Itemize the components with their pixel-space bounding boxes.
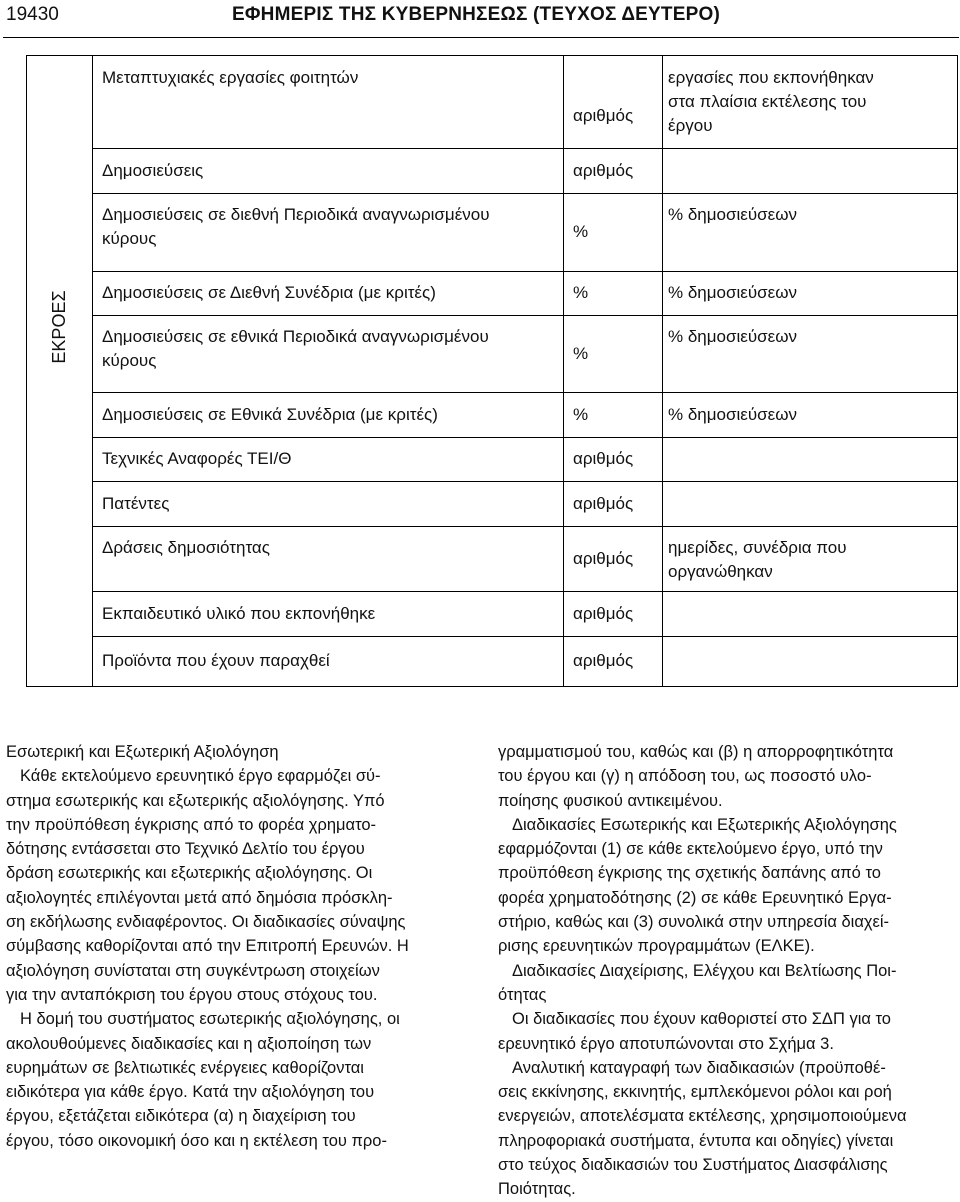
row-divider bbox=[92, 526, 958, 527]
text-line: αξιολόγηση συνίσταται στη συγκέντρωση στοιχείων bbox=[6, 961, 380, 980]
text-line: Κάθε εκτελούμενο ερευνητικό έργο εφαρμόζει σύ- bbox=[20, 767, 381, 786]
row-divider bbox=[92, 193, 958, 194]
row-divider bbox=[92, 437, 958, 438]
text-line: πληροφοριακά συστήματα, έντυπα και οδηγίες) γίνεται bbox=[498, 1131, 894, 1150]
row-divider bbox=[92, 636, 958, 637]
text-line: ερευνητικό έργο αποτυπώνονται στο Σχήμα 3. bbox=[498, 1034, 834, 1053]
row-item-label: Εκπαιδευτικό υλικό που εκπονήθηκε bbox=[102, 603, 376, 623]
row-divider bbox=[92, 392, 958, 393]
body-column-right bbox=[498, 740, 940, 1202]
text-line: ειδικότερα για κάθε έργο. Κατά την αξιολόγηση του bbox=[6, 1083, 375, 1102]
text-line: ποίησης φυσικού αντικειμένου. bbox=[498, 791, 723, 810]
row-unit: αριθμός bbox=[573, 160, 634, 180]
row-divider bbox=[92, 315, 958, 316]
row-item-label: Προϊόντα που έχουν παραχθεί bbox=[102, 651, 330, 670]
row-divider bbox=[92, 481, 958, 482]
page-header bbox=[0, 0, 960, 32]
text-line: ότητας bbox=[498, 985, 547, 1004]
text-line: δότησης εντάσσεται στο Τεχνικό Δελτίο του έργου bbox=[6, 840, 365, 859]
row-item-label: Δημοσιεύσεις σε εθνικά Περιοδικά αναγνωρισμένου κύρους bbox=[102, 327, 489, 370]
text-line: ευρημάτων σε βελτιωτικές ενέργειες καθορίζονται bbox=[6, 1058, 364, 1077]
text-line: Οι διαδικασίες που έχουν καθοριστεί στο ΣΔΠ για το bbox=[512, 1010, 891, 1029]
row-item-label: Δημοσιεύσεις σε Εθνικά Συνέδρια (με κριτές) bbox=[102, 404, 438, 424]
row-note: % δημοσιεύσεων bbox=[668, 404, 797, 424]
text-line: στημα εσωτερικής και εξωτερικής αξιολόγησης. Υπό bbox=[6, 791, 385, 810]
text-line: στο τεύχος διαδικασιών του Συστήματος Διασφάλισης bbox=[498, 1156, 888, 1175]
text-line: Διαδικασίες Εσωτερικής και Εξωτερικής Αξιολόγησης bbox=[512, 815, 897, 834]
text-line: γραμματισμού του, καθώς και (β) η απορροφητικότητα bbox=[498, 743, 894, 761]
text-line: σεις εκκίνησης, εκκινητής, εμπλεκόμενοι ρόλοι και ροή bbox=[498, 1083, 892, 1102]
row-unit: αριθμός bbox=[573, 603, 634, 623]
text-line: έργου, τόσο οικονομική όσο και η εκτέλεση του προ- bbox=[6, 1131, 387, 1150]
row-note: εργασίες που εκπονήθηκαν στα πλαίσια εκτέλεσης του έργου bbox=[668, 68, 874, 135]
body-column-left bbox=[6, 740, 448, 1153]
text-line: σύμβασης καθορίζονται από την Επιτροπή Ερευνών. Η bbox=[6, 937, 409, 956]
text-line: Εσωτερική και Εξωτερική Αξιολόγηση bbox=[6, 743, 279, 761]
row-note: % δημοσιεύσεων bbox=[668, 283, 797, 302]
row-note: ημερίδες, συνέδρια που οργανώθηκαν bbox=[668, 538, 847, 581]
row-item-label: Δράσεις δημοσιότητας bbox=[102, 538, 270, 557]
row-unit: % bbox=[573, 222, 589, 241]
text-line: Ποιότητας. bbox=[498, 1180, 576, 1199]
outputs-table bbox=[26, 55, 958, 687]
row-unit: % bbox=[573, 404, 589, 424]
text-line: ενεργειών, αποτελέσματα εκτέλεσης, χρησιμοποιούμενα bbox=[498, 1107, 907, 1126]
side-label: ΕΚΡΟΕΣ bbox=[49, 290, 69, 364]
row-divider bbox=[92, 271, 958, 272]
header-rule bbox=[3, 37, 959, 38]
row-unit: αριθμός bbox=[573, 449, 634, 468]
text-line: Διαδικασίες Διαχείρισης, Ελέγχου και Βελτίωσης Ποι- bbox=[512, 961, 897, 980]
text-line: ακολουθούμενες διαδικασίες και η αξιοποίηση των bbox=[6, 1034, 372, 1053]
text-line: Η δομή του συστήματος εσωτερικής αξιολόγησης, οι bbox=[20, 1010, 400, 1029]
row-item-label: Δημοσιεύσεις σε διεθνή Περιοδικά αναγνωρισμένου κύρους bbox=[102, 205, 490, 248]
row-unit: % bbox=[573, 283, 589, 302]
text-line: ση εκδήλωσης ενδιαφέροντος. Οι διαδικασίες σύναψης bbox=[6, 913, 406, 932]
row-item-label: Δημοσιεύσεις σε Διεθνή Συνέδρια (με κριτές) bbox=[102, 283, 436, 302]
page-number: 19430 bbox=[6, 4, 59, 25]
row-unit: % bbox=[573, 343, 589, 363]
text-line: ρισης ερευνητικών προγραμμάτων (ΕΛΚΕ). bbox=[498, 937, 815, 956]
text-line: προϋπόθεση έγκρισης της σχετικής δαπάνης από το bbox=[498, 864, 881, 883]
text-line: του έργου και (γ) η απόδοση του, ως ποσοστό υλο- bbox=[498, 767, 872, 786]
text-line: στήριο, καθώς και (3) συνολικά στην υπηρεσία διαχεί- bbox=[498, 913, 890, 932]
row-item-label: Μεταπτυχιακές εργασίες φοιτητών bbox=[102, 68, 359, 87]
text-line: εφαρμόζονται (1) σε κάθε εκτελούμενο έργο, υπό την bbox=[498, 840, 883, 859]
row-item-label: Πατέντες bbox=[102, 493, 170, 513]
text-line: έργου, εξετάζεται ειδικότερα (α) η διαχείριση του bbox=[6, 1107, 356, 1126]
row-unit: αριθμός bbox=[573, 548, 634, 568]
row-unit: αριθμός bbox=[573, 106, 634, 125]
row-item-label: Τεχνικές Αναφορές ΤΕΙ/Θ bbox=[102, 449, 292, 468]
text-line: δράση εσωτερικής και εξωτερικής αξιολόγησης. Οι bbox=[6, 864, 373, 883]
row-item-label: Δημοσιεύσεις bbox=[102, 160, 204, 180]
row-note: % δημοσιεύσεων bbox=[668, 327, 797, 346]
row-unit: αριθμός bbox=[573, 651, 634, 670]
text-line: για την ανταπόκριση του έργου στους στόχους του. bbox=[6, 985, 378, 1004]
gazette-title: ΕΦΗΜΕΡΙΣ ΤΗΣ ΚΥΒΕΡΝΗΣΕΩΣ (ΤΕΥΧΟΣ ΔΕΥΤΕΡΟ) bbox=[232, 4, 720, 25]
row-unit: αριθμός bbox=[573, 493, 634, 513]
text-line: αξιολογητές επιλέγονται μετά από δημόσια πρόσκλη- bbox=[6, 888, 393, 907]
row-note: % δημοσιεύσεων bbox=[668, 205, 797, 224]
text-line: φορέα χρηματοδότησης (2) σε κάθε Ερευνητικό Εργα- bbox=[498, 888, 892, 907]
side-column bbox=[27, 56, 93, 686]
row-divider bbox=[92, 148, 958, 149]
text-line: Αναλυτική καταγραφή των διαδικασιών (προϋποθέ- bbox=[512, 1058, 886, 1077]
text-line: την προϋπόθεση έγκρισης από το φορέα χρηματο- bbox=[6, 815, 377, 834]
row-divider bbox=[92, 591, 958, 592]
